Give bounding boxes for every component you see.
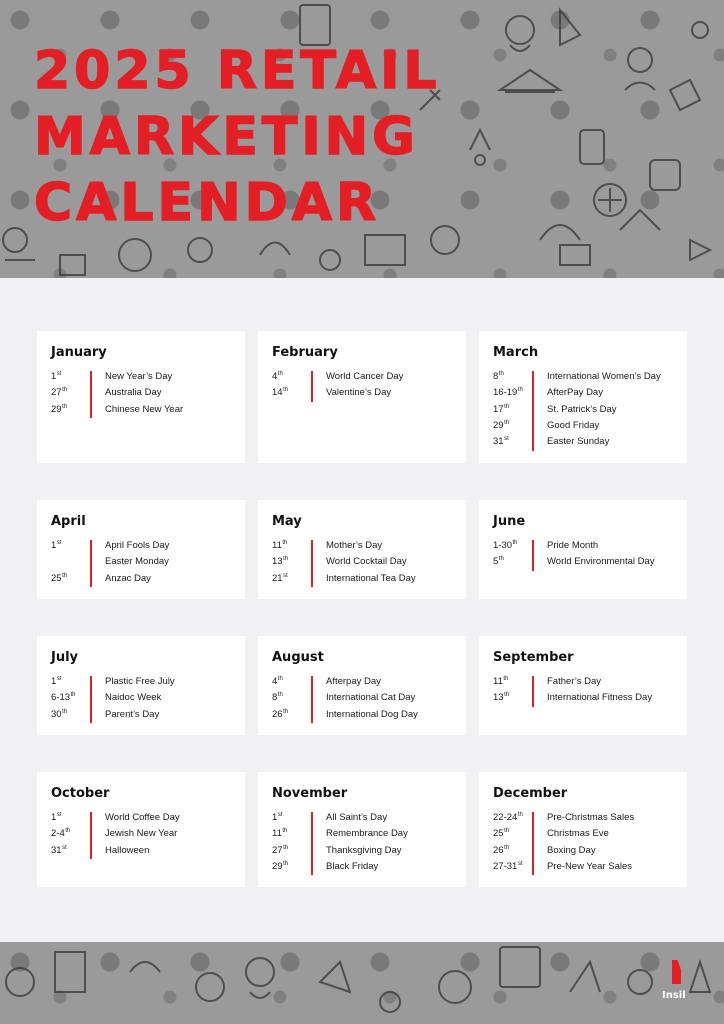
event-day-suffix: th (498, 556, 504, 563)
event-list (51, 540, 239, 589)
date-divider-bar (90, 676, 92, 723)
month-title: July (51, 650, 79, 665)
event-list (51, 371, 239, 420)
event-list (493, 371, 681, 452)
event-day-suffix: th (62, 403, 68, 410)
event-date (493, 845, 531, 856)
event-name: World Cocktail Day (326, 556, 407, 568)
event-day: 27 (51, 387, 62, 399)
event-date (272, 573, 310, 584)
event-day-suffix: th (517, 812, 523, 818)
month-title: November (272, 786, 348, 801)
event-date (493, 861, 531, 872)
event-row (493, 387, 681, 403)
month-card-march (479, 331, 687, 463)
event-day-suffix: st (56, 540, 62, 546)
event-row (272, 845, 460, 861)
event-row (272, 828, 460, 844)
event-name: World Environmental Day (547, 556, 655, 568)
month-card-september (479, 636, 687, 735)
event-date (272, 540, 310, 551)
event-name: AfterPay Day (547, 387, 603, 399)
event-date (51, 709, 89, 720)
event-day: 1 (51, 812, 57, 823)
event-day: 29 (493, 419, 504, 431)
event-name: Valentine’s Day (326, 387, 392, 399)
event-name: Halloween (105, 844, 150, 856)
event-day-suffix: th (283, 844, 289, 851)
event-list (272, 371, 460, 404)
event-row (272, 812, 460, 828)
event-name: International Fitness Day (547, 692, 653, 704)
event-row (493, 861, 681, 877)
event-row (272, 861, 460, 877)
event-row (493, 692, 681, 708)
month-title: April (51, 514, 86, 529)
event-row (272, 540, 460, 556)
event-name: Boxing Day (547, 844, 596, 856)
event-row (493, 404, 681, 420)
month-title: February (272, 345, 338, 360)
month-title: March (493, 345, 539, 360)
event-date (493, 676, 531, 687)
event-day: 25 (493, 828, 504, 840)
event-name: Plastic Free July (105, 676, 175, 687)
footer-banner (0, 942, 724, 1024)
event-date (493, 371, 531, 382)
event-day: 2-4 (51, 828, 65, 840)
event-row (493, 436, 681, 452)
event-day: 16-19 (493, 387, 518, 399)
event-date (272, 692, 310, 703)
event-day: 11 (272, 828, 282, 840)
event-date (272, 387, 310, 398)
page-title (34, 38, 514, 236)
event-day-suffix: st (517, 860, 523, 867)
event-day: 1 (272, 812, 278, 823)
event-day: 27 (272, 844, 283, 856)
event-name: Pride Month (547, 540, 599, 551)
event-day: 11 (272, 540, 282, 551)
event-day: 30 (51, 708, 62, 720)
footer-doodle-pattern (0, 942, 724, 1024)
month-card-august (258, 636, 466, 735)
event-day-suffix: th (283, 860, 289, 867)
event-name: Chinese New Year (105, 403, 184, 415)
event-day: 31 (51, 844, 62, 856)
event-day-suffix: th (283, 556, 289, 563)
month-card-december (479, 772, 687, 887)
event-row (51, 540, 239, 556)
event-list (272, 676, 460, 725)
event-date (272, 371, 310, 382)
event-name: Christmas Eve (547, 828, 609, 840)
event-day: 1-30 (493, 540, 513, 551)
event-day: 25 (51, 572, 62, 584)
event-date (272, 676, 310, 687)
event-day-suffix: th (277, 692, 283, 699)
event-date (272, 845, 310, 856)
event-row (272, 692, 460, 708)
month-card-april (37, 500, 245, 599)
event-row (272, 676, 460, 692)
event-row (272, 573, 460, 589)
event-name: Thanksgiving Day (326, 844, 402, 856)
event-name: Jewish New Year (105, 828, 178, 840)
event-day: 27-31 (493, 860, 518, 872)
event-date (493, 828, 531, 839)
date-divider-bar (532, 812, 534, 875)
title-line-3: CALENDAR (34, 173, 381, 233)
event-list (272, 812, 460, 877)
title-line-1: 2025 RETAIL (34, 41, 441, 101)
event-row (51, 812, 239, 828)
date-divider-bar (311, 540, 313, 587)
month-title: August (272, 650, 324, 665)
date-divider-bar (90, 371, 92, 418)
event-date (493, 420, 531, 431)
event-row (51, 573, 239, 589)
event-date (272, 828, 310, 839)
event-day: 31 (493, 436, 504, 448)
logo-text: Insil (662, 990, 686, 1001)
event-day-suffix: st (56, 812, 62, 818)
month-card-june (479, 500, 687, 599)
event-day-suffix: th (65, 828, 71, 835)
event-date (272, 861, 310, 872)
title-line-2: MARKETING (34, 107, 419, 167)
event-date (493, 692, 531, 703)
event-date (493, 540, 531, 551)
event-day-suffix: th (504, 419, 510, 426)
event-day-suffix: st (56, 676, 62, 682)
event-row (272, 709, 460, 725)
event-day-suffix: th (498, 371, 504, 377)
event-name: Black Friday (326, 860, 379, 872)
event-day: 8 (272, 692, 278, 704)
event-day-suffix: th (282, 828, 288, 835)
event-day-suffix: th (517, 387, 523, 394)
date-divider-bar (532, 371, 534, 451)
event-day-suffix: th (277, 676, 283, 682)
event-name: Anzac Day (105, 572, 151, 584)
header-banner (0, 0, 724, 278)
event-name: World Cancer Day (326, 371, 404, 382)
event-name: New Year’s Day (105, 371, 173, 382)
date-divider-bar (311, 812, 313, 875)
event-day: 6-13 (51, 692, 71, 704)
event-day: 1 (51, 540, 57, 551)
event-day-suffix: th (504, 403, 510, 410)
event-name: Mother’s Day (326, 540, 383, 551)
event-date (51, 556, 89, 567)
event-day-suffix: th (70, 692, 76, 699)
event-row (493, 420, 681, 436)
event-date (51, 828, 89, 839)
event-day: 22-24 (493, 812, 518, 823)
event-name: St. Patrick’s Day (547, 403, 617, 415)
event-row (493, 845, 681, 861)
event-list (493, 812, 681, 877)
event-date (51, 812, 89, 823)
event-date (493, 404, 531, 415)
event-day: 17 (493, 403, 504, 415)
event-day: 11 (493, 676, 503, 687)
month-card-january (37, 331, 245, 463)
event-row (51, 709, 239, 725)
event-day-suffix: th (62, 387, 68, 394)
event-day: 29 (272, 860, 283, 872)
event-name: Australia Day (105, 387, 162, 399)
event-day: 8 (493, 371, 499, 382)
event-day-suffix: th (62, 708, 68, 715)
event-list (493, 540, 681, 573)
month-card-may (258, 500, 466, 599)
event-name: Good Friday (547, 419, 600, 431)
event-date (51, 845, 89, 856)
month-card-november (258, 772, 466, 887)
event-name: International Dog Day (326, 708, 418, 720)
event-date (51, 387, 89, 398)
event-row (272, 556, 460, 572)
month-card-october (37, 772, 245, 887)
month-card-july (37, 636, 245, 735)
event-day-suffix: st (56, 371, 62, 377)
event-row (51, 387, 239, 403)
date-divider-bar (311, 676, 313, 723)
event-row (493, 540, 681, 556)
date-divider-bar (532, 676, 534, 707)
event-row (51, 556, 239, 572)
event-day-suffix: th (283, 708, 289, 715)
event-date (493, 812, 531, 823)
month-title: September (493, 650, 574, 665)
event-row (493, 371, 681, 387)
event-date (493, 387, 531, 398)
event-row (493, 828, 681, 844)
event-date (272, 812, 310, 823)
event-day: 29 (51, 403, 62, 415)
event-row (493, 676, 681, 692)
event-day: 4 (272, 371, 278, 382)
event-date (493, 436, 531, 447)
event-date (493, 556, 531, 567)
event-day-suffix: th (504, 828, 510, 835)
event-day-suffix: th (504, 844, 510, 851)
event-name: Easter Monday (105, 556, 169, 568)
event-name: Afterpay Day (326, 676, 381, 687)
month-card-february (258, 331, 466, 463)
event-name: Naidoc Week (105, 692, 162, 704)
event-name: April Fools Day (105, 540, 170, 551)
event-row (51, 676, 239, 692)
event-date (51, 692, 89, 703)
event-day-suffix: st (504, 436, 509, 443)
event-day: 26 (272, 708, 283, 720)
date-divider-bar (90, 540, 92, 587)
brand-logo (660, 960, 690, 1010)
event-day: 5 (493, 556, 499, 568)
event-name: International Cat Day (326, 692, 416, 704)
event-day-suffix: th (512, 540, 518, 546)
event-row (51, 828, 239, 844)
event-date (51, 540, 89, 551)
event-day: 26 (493, 844, 504, 856)
event-name: Pre-Christmas Sales (547, 812, 635, 823)
event-list (51, 676, 239, 725)
event-list (51, 812, 239, 861)
event-date (272, 709, 310, 720)
event-day-suffix: st (62, 844, 67, 851)
event-day: 13 (493, 692, 504, 704)
event-name: Easter Sunday (547, 436, 610, 448)
event-row (51, 404, 239, 420)
event-name: Parent’s Day (105, 708, 160, 720)
event-day-suffix: st (277, 812, 283, 818)
event-day: 21 (272, 572, 283, 584)
event-name: International Tea Day (326, 572, 416, 584)
event-day-suffix: st (283, 572, 288, 579)
event-name: Father’s Day (547, 676, 602, 687)
event-day-suffix: th (283, 387, 289, 394)
event-name: Remembrance Day (326, 828, 408, 840)
month-title: January (51, 345, 107, 360)
month-title: December (493, 786, 568, 801)
event-name: International Women’s Day (547, 371, 661, 382)
event-day-suffix: th (503, 676, 509, 682)
event-row (51, 692, 239, 708)
logo-mark-icon (672, 960, 681, 984)
event-name: All Saint’s Day (326, 812, 388, 823)
event-date (51, 404, 89, 415)
event-row (493, 556, 681, 572)
event-row (493, 812, 681, 828)
event-row (51, 845, 239, 861)
event-date (51, 676, 89, 687)
event-day: 1 (51, 371, 57, 382)
event-day-suffix: th (282, 540, 288, 546)
event-day-suffix: th (504, 692, 510, 699)
date-divider-bar (532, 540, 534, 571)
event-row (51, 371, 239, 387)
event-day-suffix: th (277, 371, 283, 377)
date-divider-bar (90, 812, 92, 859)
month-title: October (51, 786, 110, 801)
event-date (51, 371, 89, 382)
month-title: June (493, 514, 526, 529)
month-title: May (272, 514, 302, 529)
event-day-suffix: th (62, 572, 68, 579)
event-row (272, 387, 460, 403)
event-day: 1 (51, 676, 57, 687)
event-date (272, 556, 310, 567)
event-row (272, 371, 460, 387)
event-day: 13 (272, 556, 283, 568)
event-list (272, 540, 460, 589)
event-name: World Coffee Day (105, 812, 180, 823)
event-day: 14 (272, 387, 283, 399)
event-name: Pre-New Year Sales (547, 860, 633, 872)
event-date (51, 573, 89, 584)
event-list (493, 676, 681, 709)
date-divider-bar (311, 371, 313, 402)
event-day: 4 (272, 676, 278, 687)
